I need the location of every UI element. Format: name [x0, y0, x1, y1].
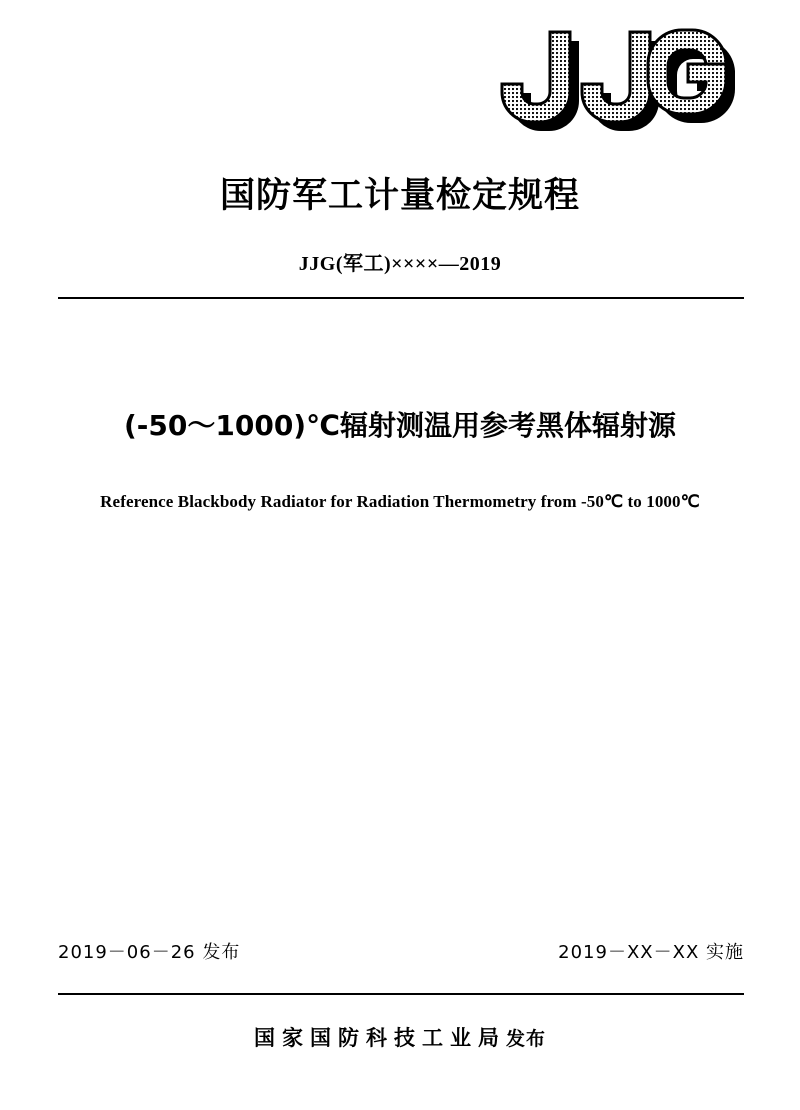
title-english: Reference Blackbody Radiator for Radiation Thermometry from -50℃ to 1000℃ — [100, 492, 700, 511]
publish-date: 2019－06－26 发布 — [58, 942, 241, 963]
document-number: JJG(军工)××××—2019 — [298, 253, 502, 275]
implement-date: 2019－XX－XX 实施 — [558, 942, 744, 963]
divider-top — [58, 297, 744, 299]
issuer-agency: 国家国防科技工业局 — [253, 1026, 506, 1050]
date-row — [58, 938, 744, 964]
issuer-line — [0, 1022, 800, 1052]
issuer-verb: 发布 — [505, 1028, 546, 1050]
jjg-logo-icon — [488, 28, 748, 140]
jjg-logo — [488, 28, 748, 140]
document-type-heading: 国防军工计量检定规程 — [219, 176, 580, 216]
divider-bottom — [58, 993, 744, 995]
title-chinese: (-50～1000)℃辐射测温用参考黑体辐射源 — [123, 409, 677, 442]
